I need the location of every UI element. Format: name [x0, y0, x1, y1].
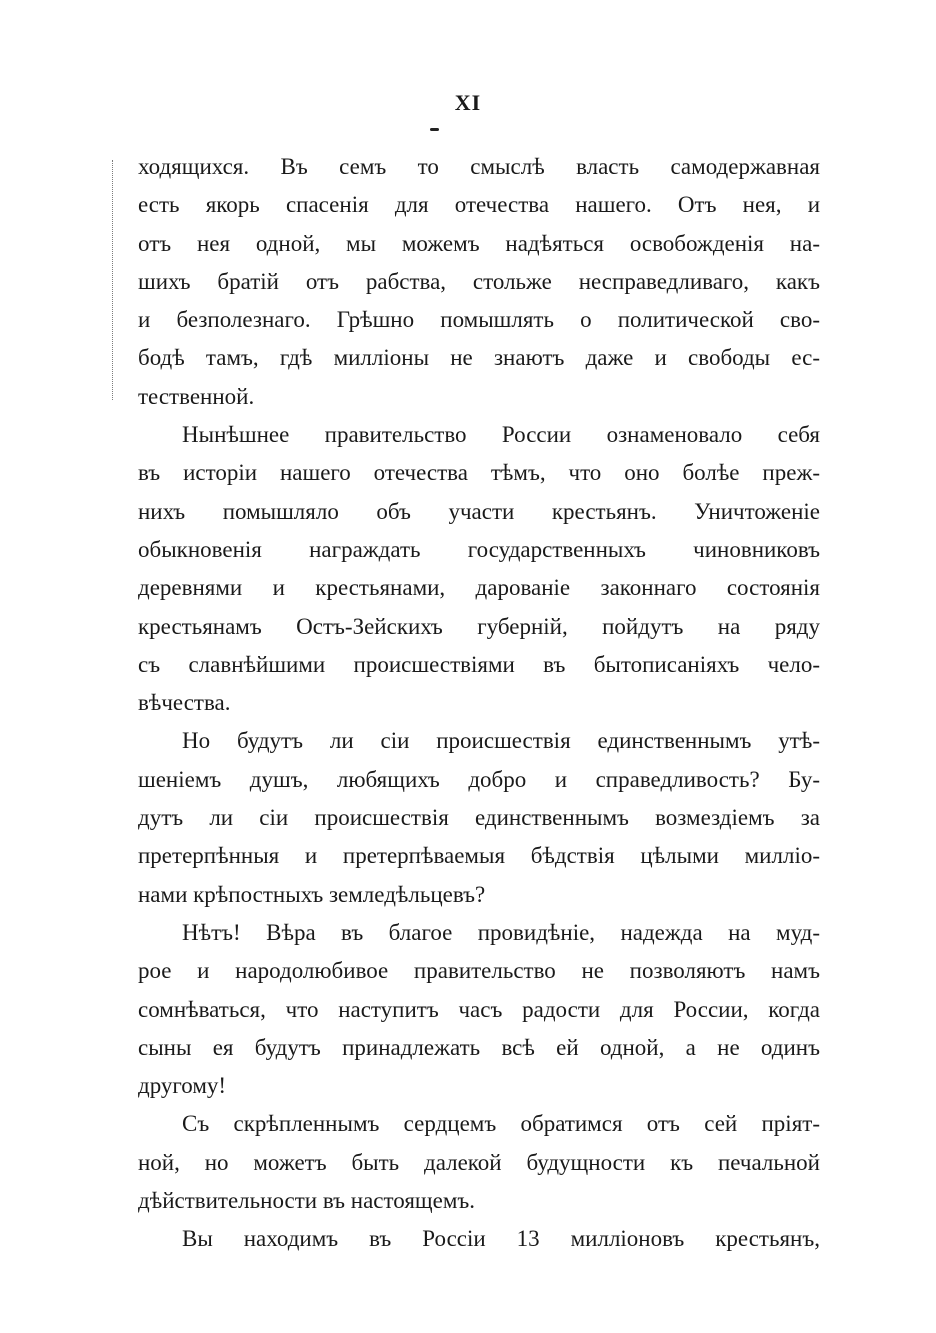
ink-speck [430, 128, 439, 131]
text-line: съ славнѣйшими происшествіями въ бытописаніяхъ чело- [138, 651, 820, 677]
text-line: Съ скрѣпленнымъ сердцемъ обратимся отъ сей пріят- [182, 1111, 820, 1137]
text-line: сомнѣваться, что наступитъ часъ радости для России, когда [138, 996, 820, 1022]
text-line: и безполезнаго. Грѣшно помышлять о политической сво- [138, 307, 820, 333]
text-line: Вы находимъ въ Россіи 13 милліоновъ крестьянъ, [182, 1226, 820, 1252]
page-number: XI [454, 90, 482, 115]
text-line: есть якорь спасенія для отечества нашего. Отъ нея, и [138, 192, 820, 218]
text-line: нихъ помышляло объ участи крестьянъ. Уничтоженіе [138, 498, 820, 524]
text-line: ной, но можетъ быть далекой будущности къ печальной [138, 1149, 820, 1175]
text-line: въ исторіи нашего отечества тѣмъ, что оно болѣе преж- [138, 460, 820, 486]
margin-pencil-mark [112, 160, 117, 400]
text-line: другому! [138, 1073, 227, 1099]
text-line: деревнями и крестьянами, дарованіе законнаго состоянія [138, 575, 820, 601]
text-line: дутъ ли сіи происшествія единственнымъ возмездіемъ за [138, 805, 820, 831]
text-line: Нѣтъ! Вѣра въ благое провидѣніе, надежда на муд- [182, 919, 820, 945]
text-line: нами крѣпостныхъ земледѣльцевъ? [138, 881, 486, 907]
text-line: вѣчества. [138, 690, 231, 716]
text-line: обыкновенія награждать государственныхъ чиновниковъ [138, 536, 820, 562]
text-line: шеніемъ душъ, любящихъ добро и справедливость? Бу- [138, 766, 820, 792]
text-line: крестьянамъ Остъ-Зейскихъ губерній, пойдутъ на ряду [138, 613, 820, 639]
text-line: дѣйствительности въ настоящемъ. [138, 1188, 476, 1214]
text-line: отъ нея одной, мы можемъ надѣяться освобожденія на- [138, 230, 820, 256]
text-line: шихъ братій отъ рабства, стольже несправедливаго, какъ [138, 268, 820, 294]
text-line: сыны ея будутъ принадлежать всѣ ей одной, а не одинъ [138, 1034, 820, 1060]
body-text [138, 148, 820, 1259]
text-line: рое и народолюбивое правительство не позволяютъ намъ [138, 958, 820, 984]
text-line: Но будутъ ли сіи происшествія единственнымъ утѣ- [182, 728, 820, 754]
text-line: тественной. [138, 383, 255, 409]
text-line: ходящихся. Въ семъ то смыслѣ власть самодержавная [138, 154, 820, 179]
text-line: бодѣ тамъ, гдѣ милліоны не знаютъ даже и свободы ес- [138, 345, 820, 371]
text-line: претерпѣнныя и претерпѣваемыя бѣдствія цѣлыми милліо- [138, 843, 820, 869]
text-line: Нынѣшнее правительство России ознаменовало себя [182, 422, 820, 448]
